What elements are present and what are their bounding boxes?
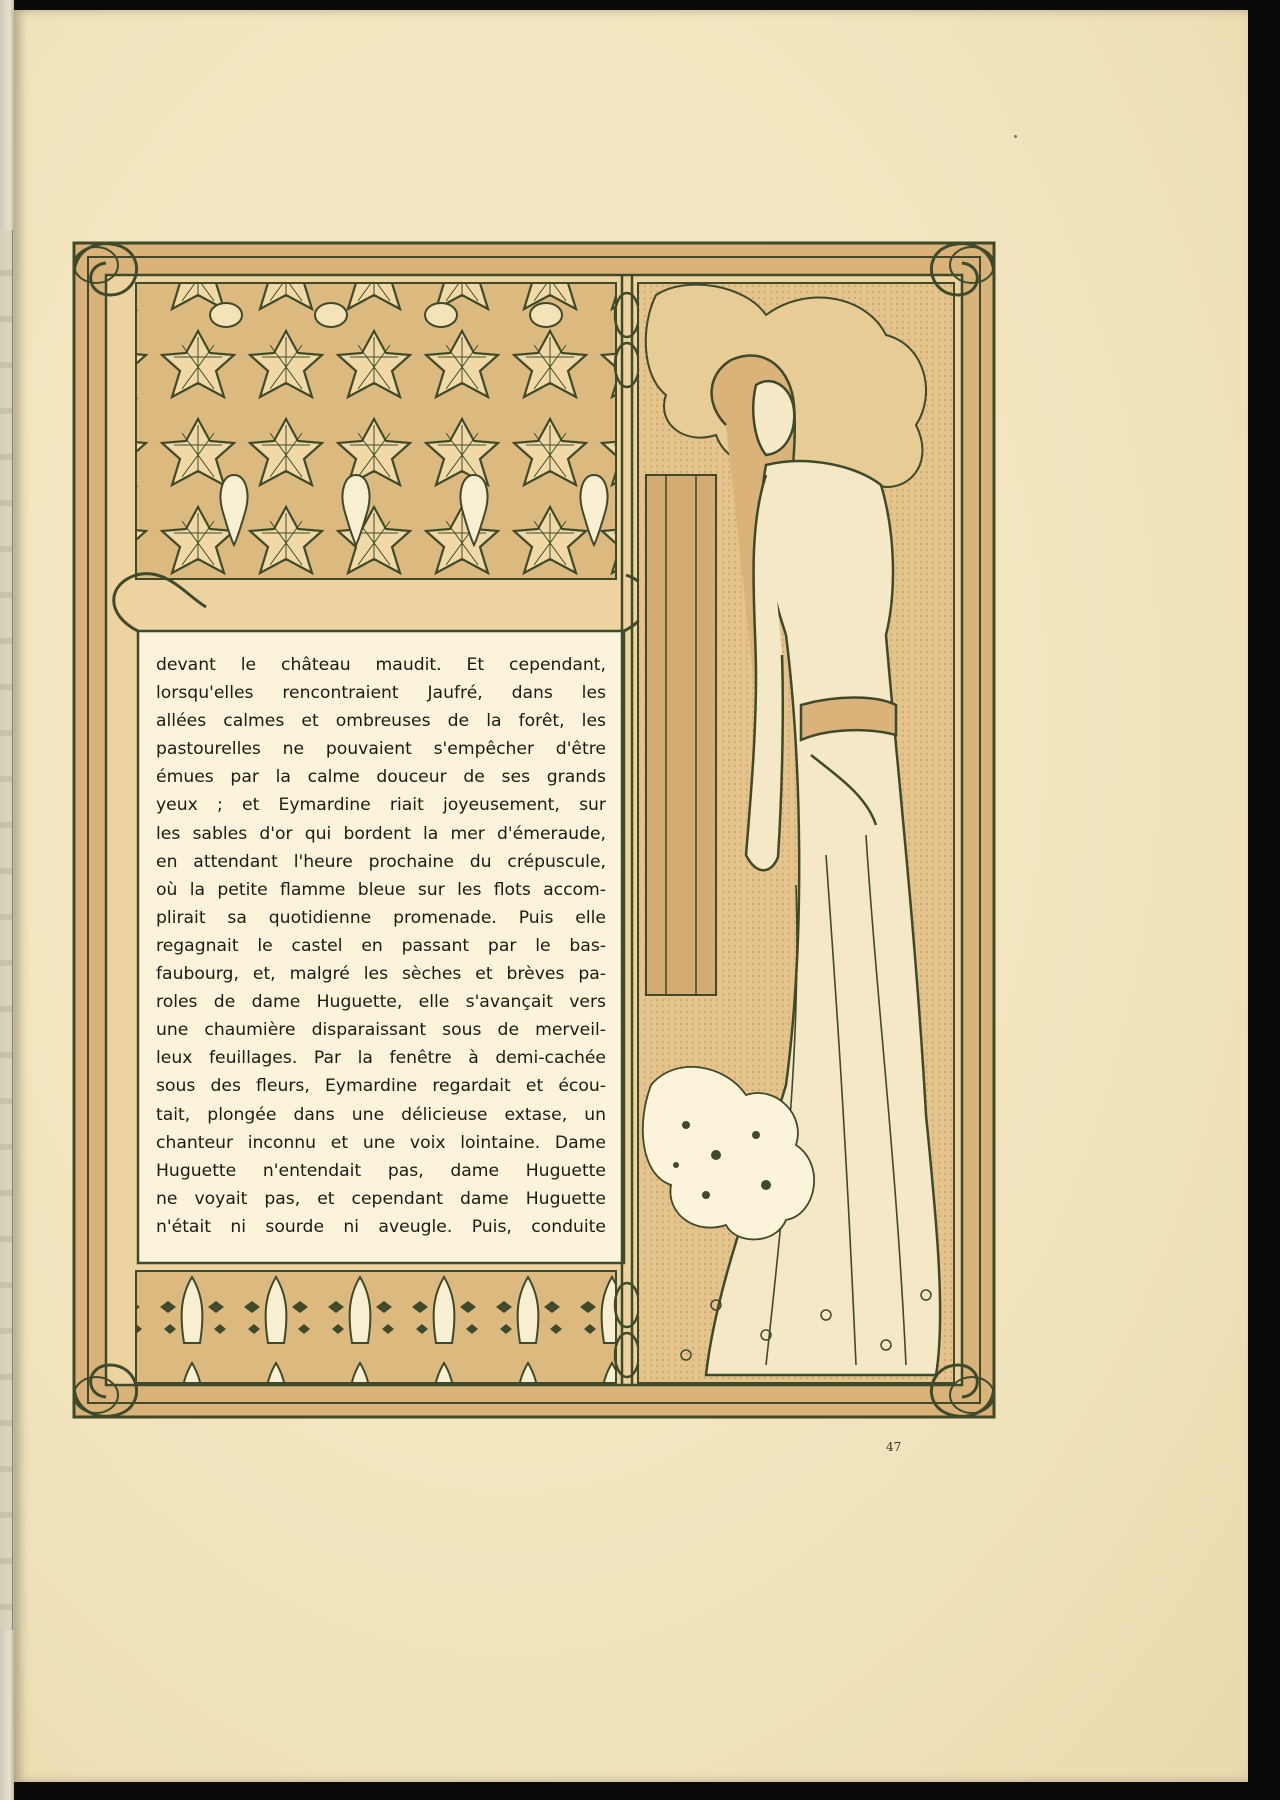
- passage-line: roles de dame Huguette, elle s'avançait vers: [156, 992, 606, 1013]
- passage-line: Huguette n'entendait pas, dame Huguette: [156, 1160, 606, 1181]
- passage-line: émues par la calme douceur de ses grands: [156, 767, 606, 788]
- passage-line: où la petite flamme bleue sur les flots accom-: [156, 879, 606, 900]
- passage-line: allées calmes et ombreuses de la forêt, les: [156, 711, 606, 732]
- previous-page-border-strip: [0, 230, 13, 1630]
- passage-line: pastourelles ne pouvaient s'empêcher d'être: [156, 739, 606, 760]
- passage-line: plirait sa quotidienne promenade. Puis elle: [156, 907, 606, 928]
- passage-line: les sables d'or qui bordent la mer d'émeraude,: [156, 823, 606, 844]
- passage-line: devant le château maudit. Et cependant,: [156, 655, 606, 675]
- passage-line: en attendant l'heure prochaine du crépuscule,: [156, 851, 606, 872]
- passage-line: leux feuillages. Par la fenêtre à demi-cachée: [156, 1048, 606, 1069]
- passage-line: chanteur inconnu et une voix lointaine. Dame: [156, 1132, 606, 1153]
- page-number: 47: [886, 1440, 902, 1454]
- passage-line: sous des fleurs, Eymardine regardait et écou-: [156, 1076, 606, 1097]
- passage-line: une chaumière disparaissant sous de merveil-: [156, 1020, 606, 1041]
- book-page: [14, 10, 1248, 1782]
- passage-line: n'était ni sourde ni aveugle. Puis, conduite: [156, 1216, 606, 1237]
- passage-line: lorsqu'elles rencontraient Jaufré, dans les: [156, 683, 606, 704]
- paper-speck: [1014, 135, 1017, 138]
- previous-page-edge: [0, 0, 14, 1800]
- body-passage: [156, 651, 606, 1241]
- passage-line: tait, plongée dans une délicieuse extase, un: [156, 1104, 606, 1125]
- passage-line: yeux ; et Eymardine riait joyeusement, sur: [156, 795, 606, 816]
- art-nouveau-plate: [66, 235, 1002, 1425]
- passage-line: regagnait le castel en passant par le bas-: [156, 935, 606, 956]
- passage-line: faubourg, et, malgré les sèches et brèves pa-: [156, 964, 606, 985]
- passage-line: ne voyait pas, et cependant dame Huguette: [156, 1188, 606, 1209]
